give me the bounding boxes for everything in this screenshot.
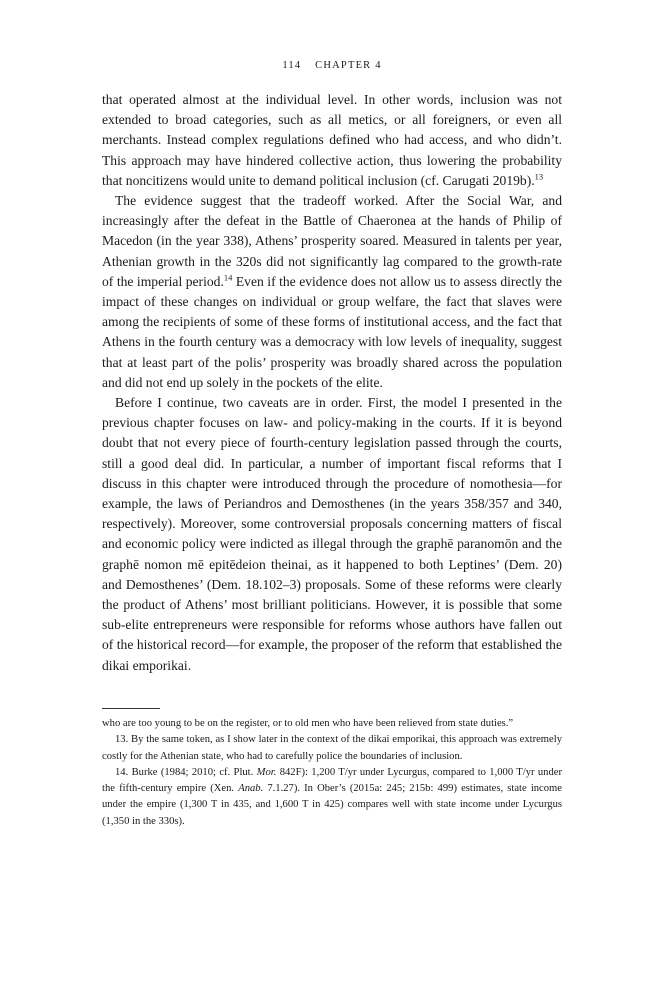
footnote-continued: who are too young to be on the register, or to old men who have been relieved from state duties.” <box>102 718 514 729</box>
paragraph-2-text-b: Even if the evidence does not allow us to assess directly the impact of these changes on individual or group welfare, the fact that slaves were among the recipients of some of these forms of institutional access, and the fact that Athens in the fourth century was a democracy with low levels of inequality, suggest that at least part of the polis’ prosperity was broadly shared across the population and did not end up solely in the pockets of the elite. <box>102 273 562 390</box>
footnote-13: 13. By the same token, as I show later in the context of the dikai emporikai, this approach was extremely costly for the Athenian state, who had to carefully police the boundaries of inclusion. <box>102 734 562 762</box>
running-head <box>102 60 562 71</box>
footnote-14 <box>102 765 562 830</box>
main-text <box>102 90 562 676</box>
footnote-14-mor: Mor. <box>256 766 277 778</box>
footnotes <box>102 716 562 830</box>
footnote-rule <box>102 708 160 709</box>
paragraph-2 <box>102 191 562 393</box>
paragraph-2-text-a: The evidence suggest that the tradeoff worked. After the Social War, and increasingly after the defeat in the Battle of Chaeronea at the hands of Philip of Macedon (in the year 338), Athens’ prosperity soared. Measured in talents per year, Athenian growth in the 320s did not significantly lag compared to the growth-rate of the imperial period. <box>102 193 562 289</box>
footnote-14-text-b: 842F): 1,200 T/yr under Lycurgus, compared to 1,000 T/yr under the fifth-century empire (Xen. <box>102 766 562 795</box>
chapter-label: CHAPTER 4 <box>315 60 382 71</box>
paragraph-1 <box>102 90 562 191</box>
paragraph-1-text: that operated almost at the individual level. In other words, inclusion was not extended to broad categories, such as all metics, or all foreigners, or even all merchants. Instead complex regulations defined who had access, and who didn’t. This approach may have hindered collective action, thus lowering the probability that noncitizens would unite to demand political inclusion (cf. Carugati 2019b). <box>102 92 562 188</box>
footnote-14-anab: Anab. <box>238 783 264 795</box>
page-number: 114 <box>282 60 302 71</box>
note-ref-13[interactable]: 13 <box>534 171 544 182</box>
note-ref-14[interactable]: 14 <box>223 272 233 283</box>
paragraph-3: Before I continue, two caveats are in order. First, the model I presented in the previous chapter focuses on law- and policy-making in the courts. If it is beyond doubt that not every piece of fourth-century legislation passed through the courts, still a good deal did. In particular, a number of important fiscal reforms that I discuss in this chapter were introduced through the procedure of nomothesia—for example, the laws of Periandros and Demosthenes (in the years 358/357 and 340, respectively). Moreover, some controversial proposals concerning matters of fiscal and economic policy were indicted as illegal through the graphē paranomōn and the graphē nomon mē epitēdeion theinai, as it happened to both Leptines’ (Dem. 20) and Demosthenes’ (Dem. 18.102–3) proposals. Some of these reforms were clearly the product of Athens’ most brilliant politicians. However, it is possible that some sub-elite entrepreneurs were responsible for reforms whose authors have fallen out of the historical record—for example, the proposer of the reform that established the dikai emporikai. <box>102 395 562 673</box>
footnote-14-text-a: 14. Burke (1984; 2010; cf. Plut. <box>115 766 257 778</box>
footnote-14-text-c: 7.1.27). In Ober’s (2015a: 245; 215b: 499) estimates, state income under the empire (1,300 T in 435, and 1,600 T in 425) compares well with state income under Lycurgus (1,350 in the 330s). <box>102 783 563 827</box>
